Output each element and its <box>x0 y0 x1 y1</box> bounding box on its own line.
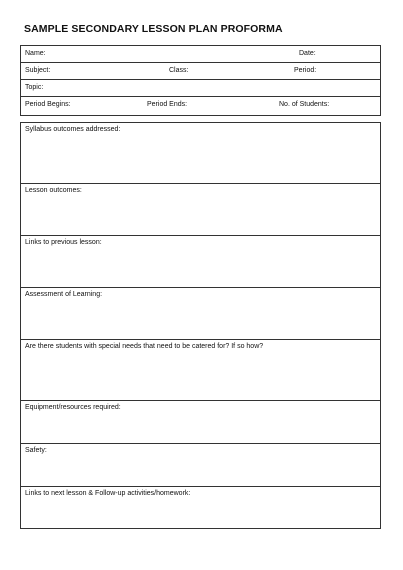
header-table <box>20 45 381 116</box>
section-label: Are there students with special needs that need to be catered for? If so how? <box>25 343 264 350</box>
name-label: Name: <box>25 50 46 57</box>
section-label: Links to previous lesson: <box>25 239 102 246</box>
period-begins-label: Period Begins: <box>25 101 71 108</box>
section-assessment <box>21 288 380 340</box>
section-syllabus-outcomes <box>21 123 380 184</box>
period-label: Period: <box>294 67 317 74</box>
period-ends-label: Period Ends: <box>147 101 188 108</box>
section-label: Equipment/resources required: <box>25 404 121 411</box>
header-row-periods <box>21 97 380 115</box>
topic-label: Topic: <box>25 84 44 91</box>
header-row-topic <box>21 80 380 97</box>
section-label: Safety: <box>25 447 47 454</box>
date-label: Date: <box>299 50 316 57</box>
page-title: SAMPLE SECONDARY LESSON PLAN PROFORMA <box>24 23 283 35</box>
no-of-students-label: No. of Students: <box>279 101 330 108</box>
section-label: Syllabus outcomes addressed: <box>25 126 121 133</box>
section-lesson-outcomes <box>21 184 380 236</box>
subject-label: Subject: <box>25 67 51 74</box>
header-row-subject <box>21 63 380 80</box>
section-label: Lesson outcomes: <box>25 187 82 194</box>
class-label: Class: <box>169 67 189 74</box>
header-row-name <box>21 46 380 63</box>
sections-table <box>20 122 381 529</box>
section-label: Assessment of Learning: <box>25 291 103 298</box>
section-special-needs <box>21 340 380 401</box>
section-links-previous <box>21 236 380 288</box>
section-links-next <box>21 487 380 530</box>
section-label: Links to next lesson & Follow-up activities/homework: <box>25 490 191 497</box>
section-equipment <box>21 401 380 444</box>
section-safety <box>21 444 380 487</box>
